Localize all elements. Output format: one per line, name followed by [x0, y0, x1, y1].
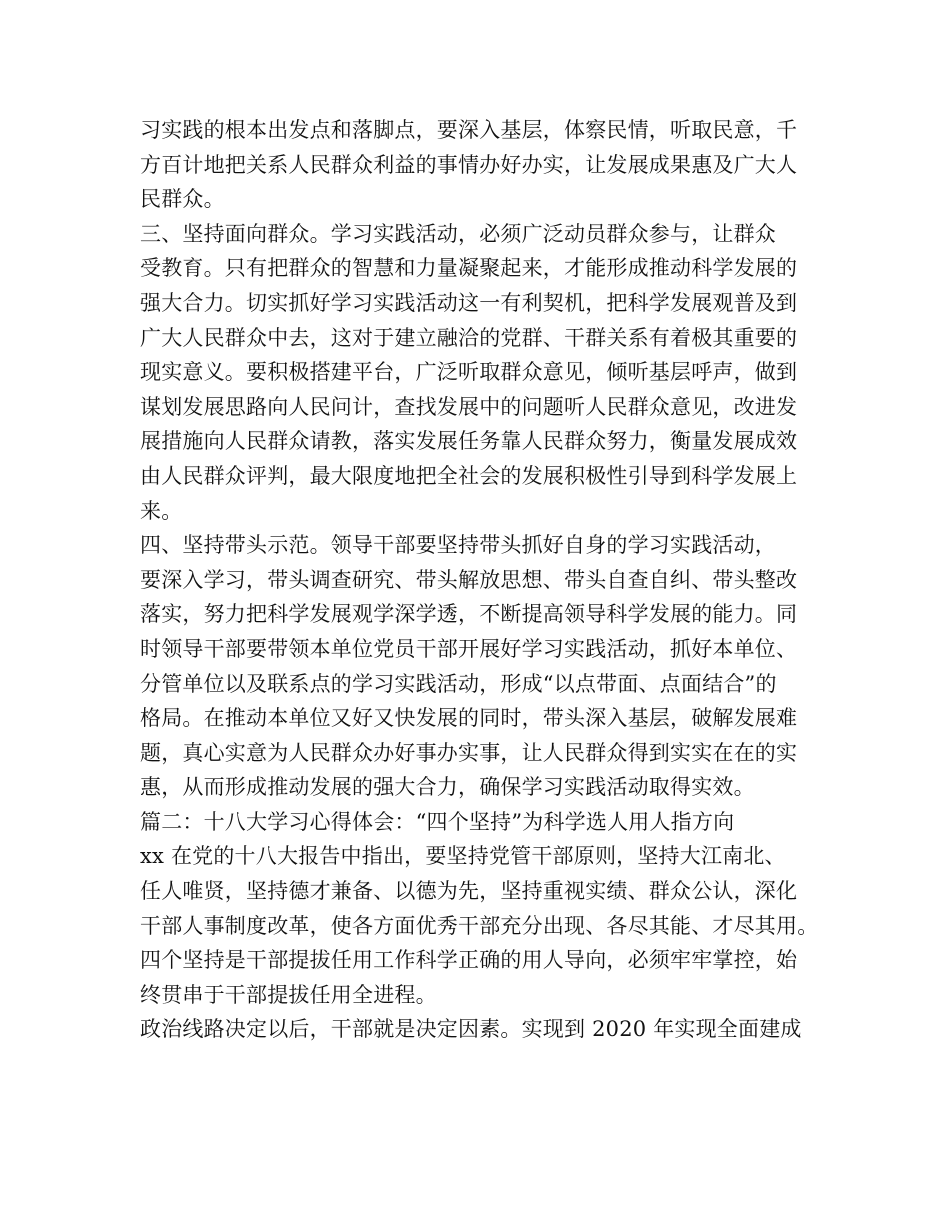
text-line: 格局。在推动本单位又好又快发展的同时，带头深入基层，破解发展难: [140, 706, 798, 731]
text-line: 展措施向人民群众请教，落实发展任务靠人民群众努力，衡量发展成效: [140, 429, 798, 454]
text-line: 任人唯贤，坚持德才兼备、以德为先，坚持重视实绩、群众公认，深化: [140, 879, 798, 904]
document-body: [140, 113, 830, 1047]
text-line: 来。: [140, 498, 183, 523]
text-line: 受教育。只有把群众的智慧和力量凝聚起来，才能形成推动科学发展的: [140, 256, 798, 281]
text-line: 时领导干部要带领本单位党员干部开展好学习实践活动，抓好本单位、: [140, 636, 798, 661]
text-line: 干部人事制度改革，使各方面优秀干部充分出现、各尽其能、才尽其用。: [140, 913, 819, 938]
text-line: 谋划发展思路向人民问计，查找发展中的问题听人民群众意见，改进发: [140, 394, 798, 419]
text-line: 惠，从而形成推动发展的强大合力，确保学习实践活动取得实效。: [140, 775, 755, 800]
text-line: 四个坚持是干部提拔任用工作科学正确的用人导向，必须牢牢掌控，始: [140, 948, 798, 973]
text-line: xx 在党的十八大报告中指出，要坚持党管干部原则，坚持大江南北、: [140, 844, 786, 869]
text-line: 广大人民群众中去，这对于建立融洽的党群、干群关系有着极其重要的: [140, 325, 798, 350]
text-line: 三、坚持面向群众。学习实践活动，必须广泛动员群众参与，让群众: [140, 221, 776, 246]
text-line: 政治线路决定以后，干部就是决定因素。实现到 2020 年实现全面建成: [140, 1017, 802, 1042]
text-line: 要深入学习，带头调查研究、带头解放思想、带头自查自纠、带头整改: [140, 567, 798, 592]
text-line: 四、坚持带头示范。领导干部要坚持带头抓好自身的学习实践活动，: [140, 533, 776, 558]
text-line: 落实，努力把科学发展观学深学透，不断提高领导科学发展的能力。同: [140, 602, 798, 627]
text-line: 方百计地把关系人民群众利益的事情办好办实，让发展成果惠及广大人: [140, 152, 798, 177]
text-line: 分管单位以及联系点的学习实践活动，形成“以点带面、点面结合”的: [140, 671, 777, 696]
text-line: 由人民群众评判，最大限度地把全社会的发展积极性引导到科学发展上: [140, 463, 798, 488]
text-line: 民群众。: [140, 187, 225, 212]
text-line: 终贯串于干部提拔任用全进程。: [140, 982, 437, 1007]
text-line: 题，真心实意为人民群众办好事办实事，让人民群众得到实实在在的实: [140, 740, 798, 765]
text-line: 现实意义。要积极搭建平台，广泛听取群众意见，倾听基层呼声，做到: [140, 360, 798, 385]
text-line: 强大合力。切实抓好学习实践活动这一有利契机，把科学发展观普及到: [140, 290, 798, 315]
text-line: 篇二：十八大学习心得体会：“四个坚持”为科学选人用人指方向: [140, 809, 735, 834]
text-line: 习实践的根本出发点和落脚点，要深入基层，体察民情，听取民意，千: [140, 118, 798, 142]
